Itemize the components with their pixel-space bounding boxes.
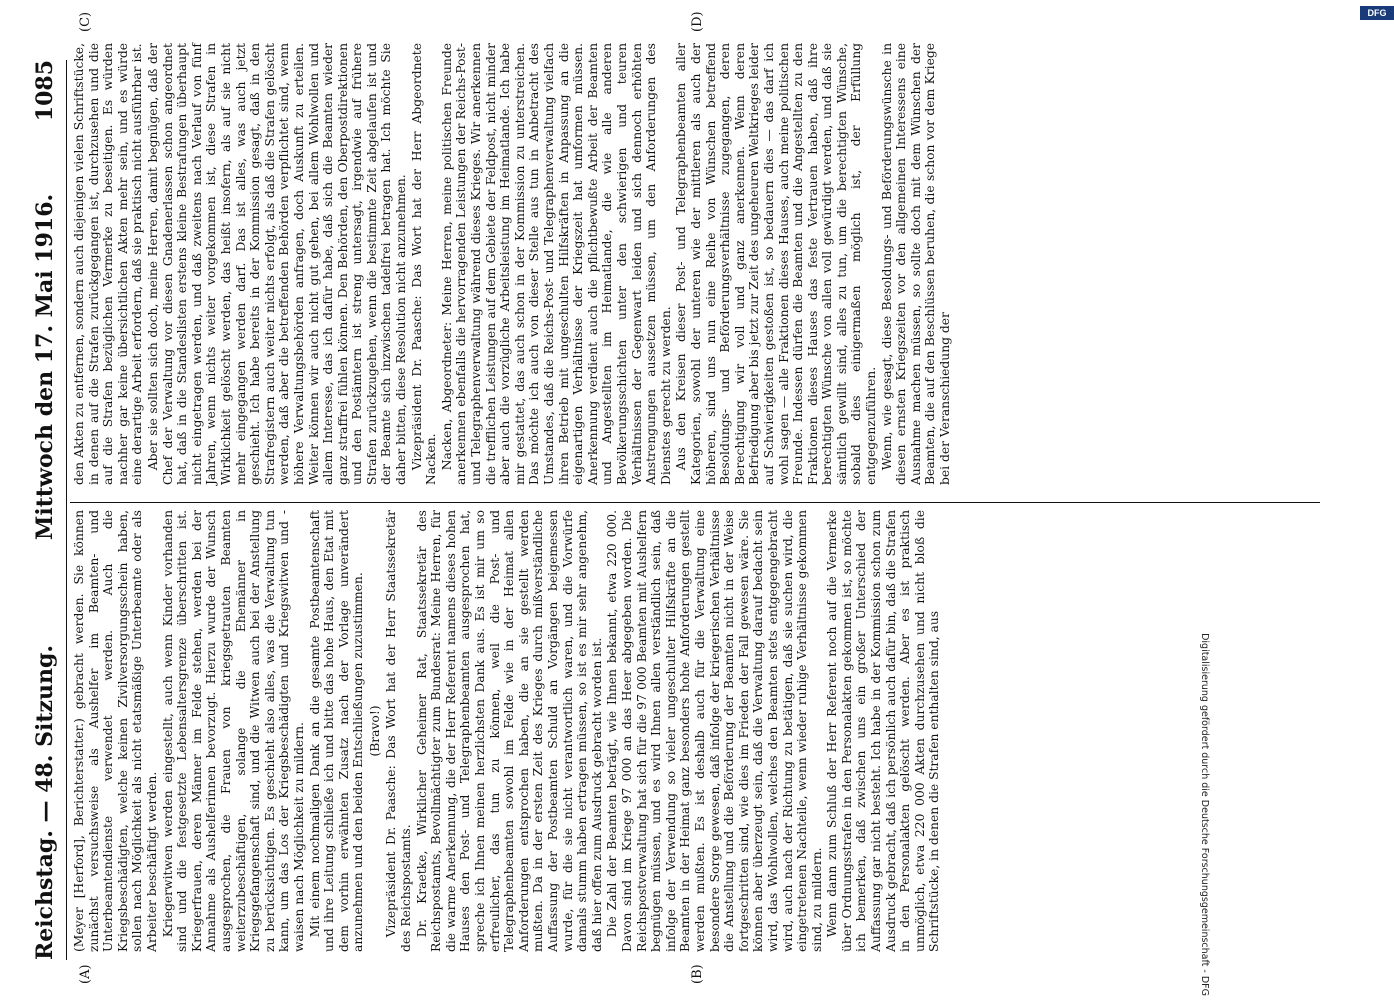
paragraph: Wenn dann zum Schluß der Herr Referent noch auf die Vermerke über Ordnungsstrafen in den Personalakten gekommen ist, so möchte ich bemerken, daß zwischen uns ein großer Unterschied der Auffassung gar nicht besteht. Ich habe in der Kommission schon zum Ausdruck gebracht, daß ich persönlich auch dafür bin, daß die Strafen in den Personalakten gelöscht werden. Aber es ist praktisch unmöglich, etwa 220 000 Akten durchzusehen und nicht bloß die Schriftstücke, in denen die Strafen enthalten sind, aus bbox=[825, 510, 942, 952]
paragraph: Dr. Kraetke, Wirklicher Geheimer Rat, Staatssekretär des Reichspostamts, Bevollmächtigter zum Bundesrat: Meine Herren, für die warme Anerkennung, die der Herr Referent namens dieses hohen Hauses den Post- und Telegraphenbeamten ausgesprochen hat, spreche ich Ihnen meinen herzlichsten Dank aus. Es ist mir um so erfreulicher, das tun zu können, weil die Post- und Telegraphenbeamten sowohl im Felde wie in der Heimat allen Anforderungen entsprochen haben, die an sie gestellt werden mußten. Da in der ersten Zeit des Krieges durch mißverständliche Auffassung der Postbeamten Schuld an Vorgängen beigemessen wurde, für die sie nicht verantwortlich waren, und die Vorwürfe damals stumm haben ertragen müssen, so ist es mir sehr angenehm, daß hier offen zum Ausdruck gebracht worden ist. bbox=[414, 510, 604, 952]
paragraph: (Meyer [Herford], Berichterstatter.) gebracht werden. Sie können zunächst versuchsweise als Aushelfer im Beamten- und Unterbeamtendienste verwendet werden. Auch die Kriegsbeschädigten, welche keinen Zivilversorgungsschein haben, sollen nach Möglichkeit als nicht etatsmäßige Unterbeamte oder als Arbeiter beschäftigt werden. bbox=[72, 510, 159, 952]
margin-label-a: (A) bbox=[78, 964, 93, 984]
left-column bbox=[72, 510, 943, 952]
dfg-logo: DFG bbox=[1360, 6, 1394, 20]
paragraph: Die Zahl der Beamten beträgt, wie Ihnen bekannt, etwa 220 000. Davon sind im Kriege 97 000 an das Heer abgegeben worden. Die Reichspostverwaltung hat sich für die 97 000 Beamten mit Aushelfern begnügen müssen, und es wird Ihnen allen verständlich sein, daß infolge der Verwendung so vieler ungeschulter Hilfskräfte an die Beamten in der Heimat ganz besonders hohe Anforderungen gestellt werden mußten. Es ist deshalb auch für die Verwaltung eine besondere Sorge gewesen, daß infolge der kriegerischen Verhältnisse die Anstellung und die Beförderung der Beamten nicht in der Weise fortgeschritten sind, wie dies im Frieden der Fall gewesen wäre. Sie können aber überzeugt sein, daß die Verwaltung darauf bedacht sein wird, das Wohlwollen, welches den Beamten stets entgegengebracht wird, auch nach der Richtung zu betätigen, daß sie suchen wird, die eingetretenen Nachteile, wenn wieder ruhige Verhältnisse gekommen sind, zu mildern. bbox=[605, 510, 824, 952]
header-left: Reichstag. — 48. Sitzung. bbox=[32, 644, 58, 960]
column-separator bbox=[70, 502, 1320, 503]
header-rule bbox=[66, 60, 67, 960]
paragraph: Aus den Kreisen dieser Post- und Telegraphenbeamten aller Kategorien, sowohl der unteren wie der mittleren als auch der höheren, sind uns nun eine Reihe von Wünschen betreffend Besoldungs- und Beförderungsverhältnisse zugegangen, deren Berechtigung wir voll und ganz anerkennen. Wenn deren Befriedigung aber bis jetzt zur Zeit des ungeheuren Weltkrieges leider auf Schwierigkeiten gestoßen ist, so bedauern dies — das darf ich wohl sagen — alle Fraktionen dieses Hauses, auch meine politischen Freunde. Indessen dürfen die Beamten und die Angestellten zu den Fraktionen dieses Hauses das feste Vertrauen haben, daß ihre berechtigten Wünsche von allen voll gewürdigt werden, und daß sie sämtlich gewillt sind, alles zu tun, um die berechtigten Wünsche, sobald dies einigermaßen möglich ist, der Erfüllung entgegenzuführen. bbox=[674, 42, 879, 485]
speaker-intro: Vizepräsident Dr. Paasche: Das Wort hat der Herr Abgeordnete Nacken. bbox=[409, 43, 439, 485]
paragraph: Nacken, Abgeordneter: Meine Herren, meine politischen Freunde anerkennen ebenfalls die hervorragenden Leistungen der Reichs-Post- und Telegraphenverwaltung während dieses Krieges. Wir anerkennen die trefflichen Leistungen auf dem Gebiete der Feldpost, nicht minder aber auch die vorzügliche Arbeitsleistung im Heimatlande. Ich habe mir gestattet, das auch schon in der Kommission zu unterstreichen. Das möchte ich auch von dieser Stelle aus tun in Anbetracht des Umstandes, daß die Reichs-Post- und Telegraphenverwaltung vielfach ihren Betrieb mit ungeschulten Hilfskräften in Anpassung an die eigenartigen Verhältnisse der Kriegszeit hat umformen müssen. Anerkennung verdient auch die pflichtbewußte Arbeit der Beamten und Angestellten im Heimatlande, die wie alle anderen Bevölkerungsschichten unter den schwierigen und teuren Verhältnissen der Gegenwart leiden und sich dennoch erhöhten Anstrengungen aussetzen müssen, um den Anforderungen des Dienstes gerecht zu werden. bbox=[439, 43, 673, 485]
page-number: 1085 bbox=[32, 60, 58, 122]
speaker-intro: Vizepräsident Dr. Paasche: Das Wort hat der Herr Staatssekretär des Reichspostamts. bbox=[384, 510, 414, 952]
applause-note: (Bravo!) bbox=[367, 705, 382, 757]
margin-label-b: (B) bbox=[690, 964, 705, 984]
page-header bbox=[28, 60, 62, 960]
margin-label-d: (D) bbox=[690, 11, 705, 32]
paragraph: Aber sie sollten sich doch, meine Herren, damit begnügen, daß der Chef der Verwaltung vor diesen Gnadenerlassen schon angeordnet hat, daß in die Standeslisten erstens kleine Bestrafungen überhaupt nicht eingetragen werden, und daß zweitens nach Verlauf von fünf Jahren, wenn nichts weiter vorgekommen ist, diese Strafen in Wirklichkeit gelöscht werden, das heißt insofern, als auf sie nicht mehr eingegangen werden darf. Das ist alles, was auch jetzt geschieht. Ich habe bereits in der Kommission gesagt, daß in den Strafregistern auch weiter nichts erfolgt, als daß die Strafen gelöscht werden, daß aber die betreffenden Behörden verpflichtet sind, wenn höhere Verwaltungsbehörden anfragen, doch Auskunft zu erteilen. Weiter können wir auch nicht gut gehen, bei allem Wohlwollen und allem Interesse, das ich dafür habe, daß sich die Beamten wieder ganz straffrei fühlen können. Den Behörden, den Oberpostdirektionen und den Postämtern ist streng untersagt, irgendwie auf frühere Strafen zurückzugehen, wenn die bestimmte Zeit abgelaufen ist und der Beamte sich inzwischen tadelfrei betragen hat. Ich möchte Sie daher bitten, diese Resolution nicht anzunehmen. bbox=[145, 43, 409, 485]
paragraph: Kriegerwitwen werden eingestellt, auch wenn Kinder vorhanden sind und die festgesetzte Lebensaltersgrenze überschritten ist. Kriegerfrauen, deren Männer im Felde stehen, werden bei der Annahme als Aushelferinnen bevorzugt. Hierzu wurde der Wunsch ausgesprochen, die Frauen von kriegsgetrauten Beamten weiterzubeschäftigen, solange die Ehemänner in Kriegsgefangenschaft sind, und die Witwen auch bei der Anstellung zu berücksichtigen. Es geschieht also alles, was die Verwaltung tun kann, um das Los der Kriegsbeschädigten und Kriegswitwen und -waisen nach Möglichkeit zu mildern. bbox=[160, 510, 306, 952]
right-column bbox=[72, 43, 954, 485]
paragraph: Mit einem nochmaligen Dank an die gesamte Postbeamtenschaft und ihre Leitung schließe ich und bitte das hohe Haus, den Etat mit dem vorhin erwähnten Zusatz nach der Vorlage unverändert anzunehmen und den beiden Entschließungen zuzustimmen. bbox=[307, 510, 366, 952]
paragraph: den Akten zu entfernen, sondern auch diejenigen vielen Schriftstücke, in denen auf die Strafen zurückgegangen ist, durchzusehen und die auf die Strafen bezüglichen Vermerke zu beseitigen. Es würden nachher gar keine übersichtlichen Akten mehr sein, und es würde eine derartige Arbeit erfordern, daß sie praktisch nicht ausführbar ist. bbox=[72, 43, 145, 485]
digitization-note: Digitalisierung gefördert durch die Deutsche Forschungsgemeinschaft - DFG bbox=[1199, 633, 1210, 996]
paragraph: Wenn, wie gesagt, diese Besoldungs- und Beförderungswünsche in diesen ernsten Kriegszeiten vor den allgemeinen Interessens eine Ausnahme machen müssen, so sollte doch mit dem Wünschen der Beamten, die auf den Beschlüssen beruhen, die schon vor dem Kriege bei der Veranschiedung der bbox=[879, 43, 953, 485]
header-date: Mittwoch den 17. Mai 1916. bbox=[32, 193, 58, 540]
margin-label-c: (C) bbox=[78, 11, 93, 32]
